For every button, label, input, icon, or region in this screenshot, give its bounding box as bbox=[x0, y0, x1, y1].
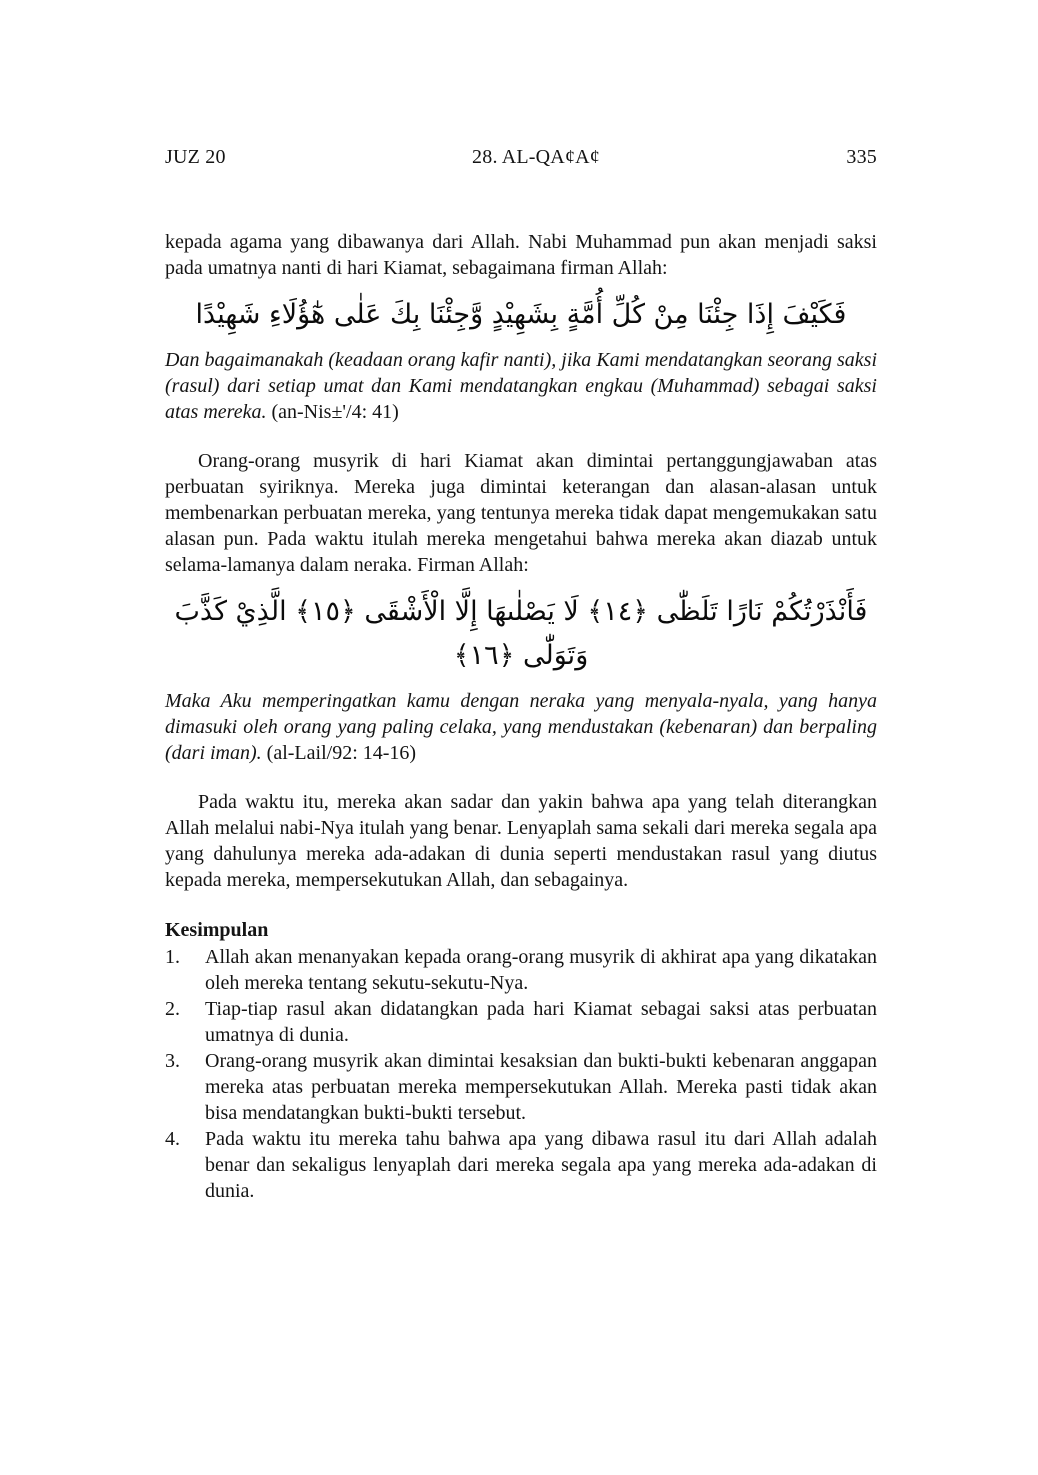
translation-allail-14-16 bbox=[165, 688, 877, 766]
list-item-text: Orang-orang musyrik akan dimintai kesaksian dan bukti-bukti kebenaran anggapan mereka atas perbuatan mereka mempersekutukan Allah. Mereka pasti tidak akan bisa mendatangkan bukti-bukti tersebut. bbox=[205, 1050, 877, 1124]
page-content bbox=[165, 146, 877, 1204]
list-item bbox=[165, 1048, 877, 1126]
list-item-text: Pada waktu itu mereka tahu bahwa apa yang dibawa rasul itu dari Allah adalah benar dan sekaligus lenyaplah dari mereka segala apa yang mereka ada-adakan di dunia. bbox=[205, 1128, 877, 1202]
translation-text: Maka Aku memperingatkan kamu dengan neraka yang menyala-nyala, yang hanya dimasuki oleh orang yang paling celaka, yang mendustakan (kebenaran) dan berpaling (dari iman). bbox=[165, 690, 877, 764]
juz-label: JUZ 20 bbox=[165, 146, 226, 168]
page-number: 335 bbox=[846, 146, 877, 168]
list-item-number: 3. bbox=[165, 1050, 180, 1072]
list-item-text: Tiap-tiap rasul akan didatangkan pada hari Kiamat sebagai saksi atas perbuatan umatnya di dunia. bbox=[205, 998, 877, 1046]
list-item bbox=[165, 1126, 877, 1204]
arabic-verse-annisa-41: فَكَيْفَ إِذَا جِئْنَا مِنْ كُلِّ أُمَّةٍ بِشَهِيْدٍ وَّجِئْنَا بِكَ عَلٰى هٰٓؤُلَاءِ شَهِيْدًا bbox=[195, 299, 847, 330]
arabic-verse-allail-14-16: فَأَنْذَرْتُكُمْ نَارًا تَلَظّٰى ﴿١٤﴾ لَا يَصْلٰىهَا إِلَّا الْأَشْقَى ﴿١٥﴾ الَّذِيْ كَذَّبَ وَتَوَلّٰى ﴿١٦﴾ bbox=[174, 596, 868, 671]
verse-reference: (al-Lail/92: 14-16) bbox=[266, 742, 417, 764]
list-item-text: Allah akan menanyakan kepada orang-orang musyrik di akhirat apa yang dikatakan oleh mereka tentang sekutu-sekutu-Nya. bbox=[205, 946, 877, 994]
list-item bbox=[165, 996, 877, 1048]
kesimpulan-list bbox=[165, 944, 877, 1204]
list-item bbox=[165, 944, 877, 996]
translation-annisa-41 bbox=[165, 347, 877, 425]
kesimpulan-heading: Kesimpulan bbox=[165, 919, 269, 941]
list-item-number: 2. bbox=[165, 998, 180, 1020]
surah-title: 28. AL-QA¢A¢ bbox=[472, 146, 600, 168]
list-item-number: 1. bbox=[165, 946, 180, 968]
translation-text: Dan bagaimanakah (keadaan orang kafir nanti), jika Kami mendatangkan seorang saksi (rasul) dari setiap umat dan Kami mendatangkan engkau (Muhammad) sebagai saksi atas mereka. bbox=[165, 349, 877, 423]
paragraph-musyrik: Orang-orang musyrik di hari Kiamat akan dimintai pertanggungjawaban atas perbuatan syiriknya. Mereka juga dimintai keterangan dan alasan-alasan untuk membenarkan perbuatan mereka, yang tentunya mereka tidak dapat mengemukakan satu alasan pun. Pada waktu itulah mereka mengetahui bahwa mereka akan diazab untuk selama-lamanya dalam neraka. Firman Allah: bbox=[165, 450, 877, 576]
paragraph-pada-waktu: Pada waktu itu, mereka akan sadar dan yakin bahwa apa yang telah diterangkan Allah melalui nabi-Nya itulah yang benar. Lenyaplah sama sekali dari mereka segala apa yang dahulunya mereka ada-adakan di dunia seperti mendustakan rasul yang diutus kepada mereka, mempersekutukan Allah, dan sebagainya. bbox=[165, 791, 877, 891]
list-item-number: 4. bbox=[165, 1128, 180, 1150]
verse-reference: (an-Nis±'/4: 41) bbox=[271, 401, 399, 423]
paragraph-intro: kepada agama yang dibawanya dari Allah. Nabi Muhammad pun akan menjadi saksi pada umatnya nanti di hari Kiamat, sebagaimana firman Allah: bbox=[165, 231, 877, 279]
page-header bbox=[165, 146, 877, 169]
